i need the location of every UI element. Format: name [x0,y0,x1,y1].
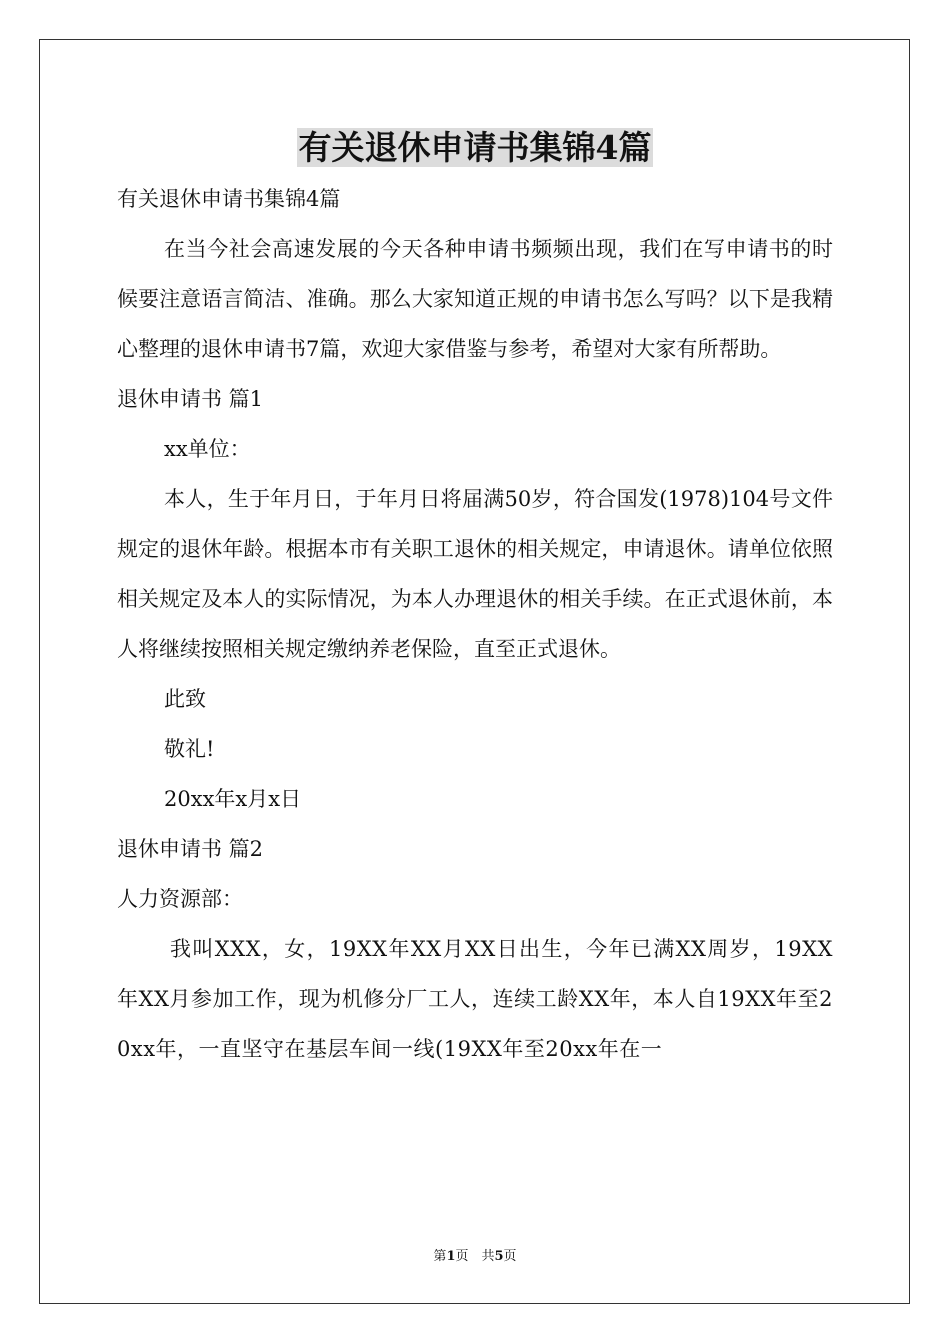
page-suffix: 页 [503,1249,517,1264]
section1-closing-1: 此致 [164,687,206,711]
document-title [0,124,950,172]
page-footer [0,1247,950,1267]
section2-salutation: 人力资源部： [117,887,243,911]
intro-paragraph: 在当今社会高速发展的今天各种申请书频频出现，我们在写申请书的时候要注意语言简洁、准确。那么大家知道正规的申请书怎么写吗？以下是我精心整理的退休申请书7篇，欢迎大家借鉴与参考，希望对大家有所帮助。 [117,237,833,361]
document-title-text: 有关退休申请书集锦4篇 [298,128,652,167]
section1-body: 本人，生于年月日，于年月日将届满50岁，符合国发(1978)104号文件规定的退休年龄。根据本市有关职工退休的相关规定，申请退休。请单位依照相关规定及本人的实际情况，为本人办理退休的相关手续。在正式退休前，本人将继续按照相关规定缴纳养老保险，直至正式退休。 [117,487,833,661]
document-subtitle: 有关退休申请书集锦4篇 [117,187,341,211]
section1-heading: 退休申请书 篇1 [117,387,264,411]
section2-body: 我叫XXX，女，19XX年XX月XX日出生，今年已满XX周岁，19XX年XX月参加工作，现为机修分厂工人，连续工龄XX年，本人自19XX年至20xx年，一直坚守在基层车间一线(19XX年至20xx年在一 [117,937,833,1061]
section1-salutation: xx单位： [164,437,251,461]
page-total: 5 [494,1249,504,1264]
document-body [117,174,833,1074]
section1-closing-2: 敬礼! [164,737,215,761]
page-current: 1 [446,1249,456,1264]
section1-date: 20xx年x月x日 [164,787,302,811]
section2-heading: 退休申请书 篇2 [117,837,264,861]
page-prefix: 第 [433,1249,447,1264]
page-mid: 页 共 [455,1249,495,1264]
